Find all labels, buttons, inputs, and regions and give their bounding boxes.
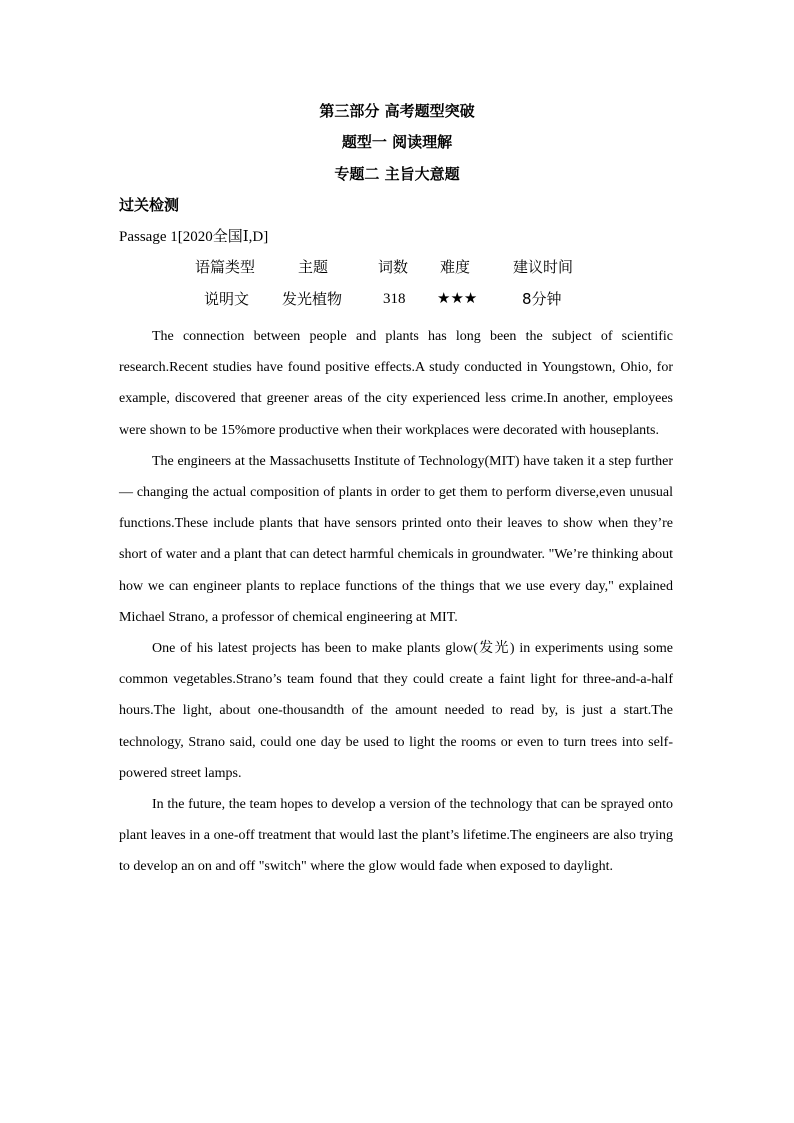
info-header-word-count: 词数 (378, 258, 409, 276)
info-header-theme: 主题 (298, 258, 329, 276)
section-title: 过关检测 (119, 196, 180, 214)
info-header-difficulty: 难度 (440, 258, 471, 276)
question-type-heading: 题型一 阅读理解 (341, 133, 453, 151)
paragraph-1: The connection between people and plants has long been the subject of scientific research.Recent studies have found positive effects.A study conducted in Youngstown, Ohio, for example, discovered that greener areas of the city experienced less crime.In another, employees were shown to be 15%more productive when their workplaces were decorated with houseplants. (119, 329, 673, 438)
info-value-word-count: 318 (383, 291, 406, 307)
paragraph-3: One of his latest projects has been to make plants glow(发光) in experiments using some common vegetables.Strano’s team found that they could create a faint light for three-and-a-half hours.The light, about one-thousandth of the amount needed to read by, is just a start.The technology, Strano said, could one day be used to light the rooms or even to turn trees into self-powered street lamps. (119, 641, 673, 781)
info-header-row (0, 256, 794, 278)
info-value-genre: 说明文 (204, 290, 250, 308)
info-value-difficulty: ★★★ (437, 291, 478, 307)
info-header-genre: 语篇类型 (195, 258, 256, 276)
paragraph-4: In the future, the team hopes to develop a version of the technology that can be sprayed onto plant leaves in a one-off treatment that would last the plant’s lifetime.The engineers are also trying to develop an on and off "switch" where the glow would fade when exposed to daylight. (119, 797, 673, 875)
info-header-suggested-time: 建议时间 (513, 258, 574, 276)
info-value-suggested-time: 8分钟 (522, 290, 562, 308)
passage-body (119, 321, 673, 883)
info-value-row (0, 288, 794, 310)
part-heading: 第三部分 高考题型突破 (319, 102, 475, 120)
passage-label: Passage 1[2020全国Ⅰ,D] (119, 229, 269, 245)
paragraph-2: The engineers at the Massachusetts Institute of Technology(MIT) have taken it a step further — changing the actual composition of plants in order to get them to perform diverse,even unusual functions.These include plants that have sensors printed onto their leaves to show when they’re short of water and a plant that can detect harmful chemicals in groundwater. "We’re thinking about how we can engineer plants to replace functions of the things that we use every day," explained Michael Strano, a professor of chemical engineering at MIT. (119, 453, 673, 625)
info-value-theme: 发光植物 (282, 290, 343, 308)
topic-heading: 专题二 主旨大意题 (334, 165, 460, 183)
